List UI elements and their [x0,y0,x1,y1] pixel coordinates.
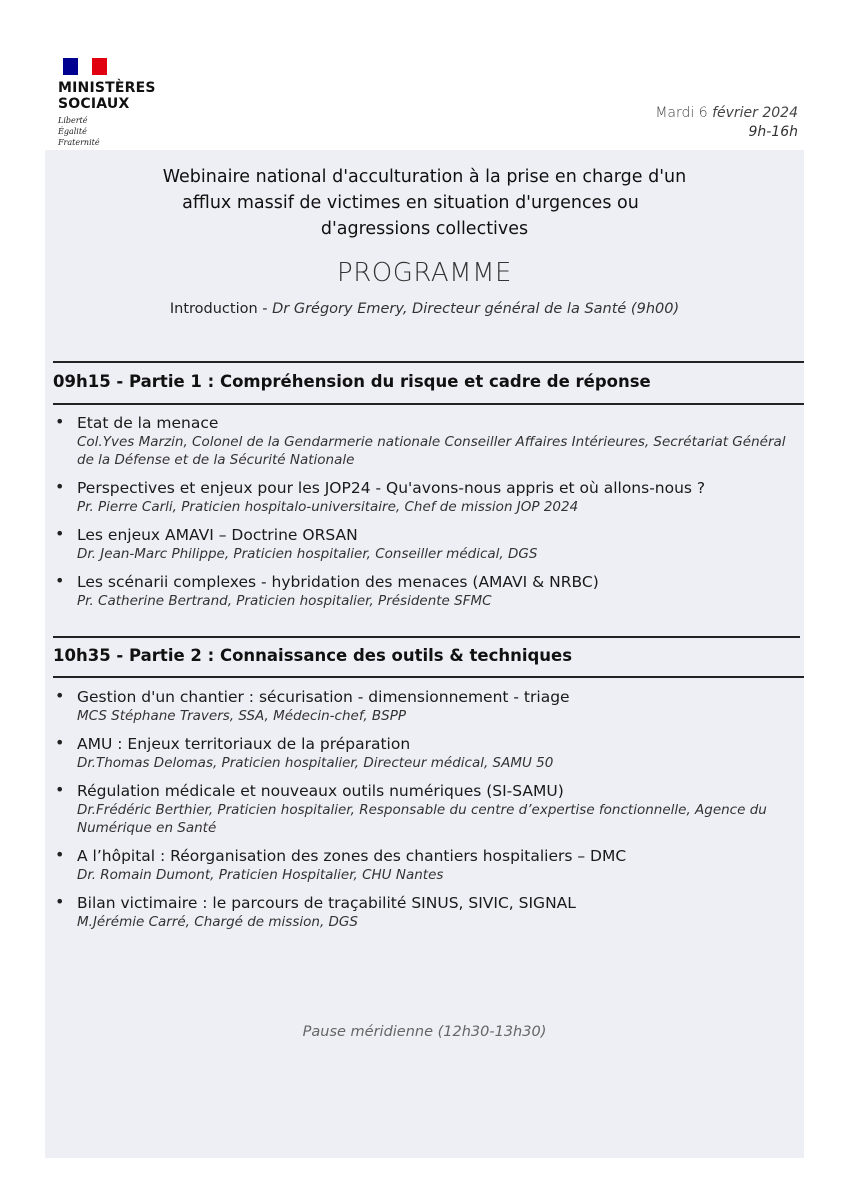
session-speaker: Dr.Thomas Delomas, Praticien hospitalier, Directeur médical, SAMU 50 [77,755,554,771]
programme-panel [45,150,804,1158]
session-title: • Perspectives et enjeux pour les JOP24 - Qu'avons-nous appris et où allons-nous ? [77,479,706,497]
ministry-name-line2: SOCIAUX [58,96,130,112]
lunch-break: Pause méridienne (12h30-13h30) [302,1024,547,1040]
webinar-title-line: Webinaire national d'acculturation à la prise en charge d'un [162,167,687,187]
event-hours: 9h-16h [748,124,798,140]
motto-fraternite: Fraternité [58,138,100,147]
session-title: • Régulation médicale et nouveaux outils numériques (SI-SAMU) [77,782,564,800]
section-title-part-1: 09h15 - Partie 1 : Compréhension du risque et cadre de réponse [53,372,651,391]
programme-heading: PROGRAMME [337,258,512,288]
list-item [53,413,798,469]
list-item [53,687,798,725]
session-title: • Les enjeux AMAVI – Doctrine ORSAN [77,526,358,544]
session-speaker: MCS Stéphane Travers, SSA, Médecin-chef, BSPP [77,708,407,724]
event-day-month: février 2024 [712,105,798,121]
motto-liberte: Liberté [58,116,88,125]
section-rule [53,403,804,405]
section-title-part-2: 10h35 - Partie 2 : Connaissance des outils & techniques [53,646,573,665]
list-item [53,478,798,516]
event-date [655,104,798,142]
section-rule [53,636,800,638]
session-speaker: M.Jérémie Carré, Chargé de mission, DGS [77,914,358,930]
list-item [53,893,798,931]
ministry-logo [58,58,156,148]
session-title: • AMU : Enjeux territoriaux de la préparation [77,735,411,753]
event-day-prefix: Mardi 6 [655,105,713,121]
section-rule [53,676,804,678]
list-item [53,846,798,884]
list-item [53,572,798,610]
motto-egalite: Égalité [58,127,87,136]
session-title: • Etat de la menace [77,414,219,432]
list-item [53,734,798,772]
session-title: • Bilan victimaire : le parcours de traçabilité SINUS, SIVIC, SIGNAL [77,894,576,912]
french-flag-icon [63,58,107,75]
event-day [655,104,798,123]
section-rule [53,361,804,363]
introduction-label: Introduction - [169,301,273,317]
list-item [53,525,798,563]
webinar-title-line: d'agressions collectives [320,219,529,239]
ministry-name-line1: MINISTÈRES [58,80,156,96]
session-title: • Les scénarii complexes - hybridation des menaces (AMAVI & NRBC) [77,573,599,591]
list-item [53,781,798,837]
session-title: • A l’hôpital : Réorganisation des zones des chantiers hospitaliers – DMC [77,847,627,865]
session-speaker: Pr. Catherine Bertrand, Praticien hospitalier, Présidente SFMC [77,593,492,609]
session-speaker: Col.Yves Marzin, Colonel de la Gendarmerie nationale Conseiller Affaires Intérieures, Secrétariat Général de la Défense et de la Sécurité Nationale [77,434,786,468]
session-speaker: Pr. Pierre Carli, Praticien hospitalo-universitaire, Chef de mission JOP 2024 [77,499,579,515]
section-1-list [53,413,798,619]
webinar-title [45,164,804,242]
ministry-name [58,80,156,112]
session-title: • Gestion d'un chantier : sécurisation - dimensionnement - triage [77,688,570,706]
introduction-speaker: Dr Grégory Emery, Directeur général de la Santé (9h00) [272,301,680,317]
republic-motto [58,115,156,148]
session-speaker: Dr. Romain Dumont, Praticien Hospitalier, CHU Nantes [77,867,444,883]
session-speaker: Dr.Frédéric Berthier, Praticien hospitalier, Responsable du centre d’expertise fonctionnelle, Agence du Numérique en Santé [77,802,767,836]
introduction-line [45,301,804,317]
webinar-title-line: afflux massif de victimes en situation d'urgences ou [182,193,639,213]
session-speaker: Dr. Jean-Marc Philippe, Praticien hospitalier, Conseiller médical, DGS [77,546,538,562]
section-2-list [53,687,798,940]
